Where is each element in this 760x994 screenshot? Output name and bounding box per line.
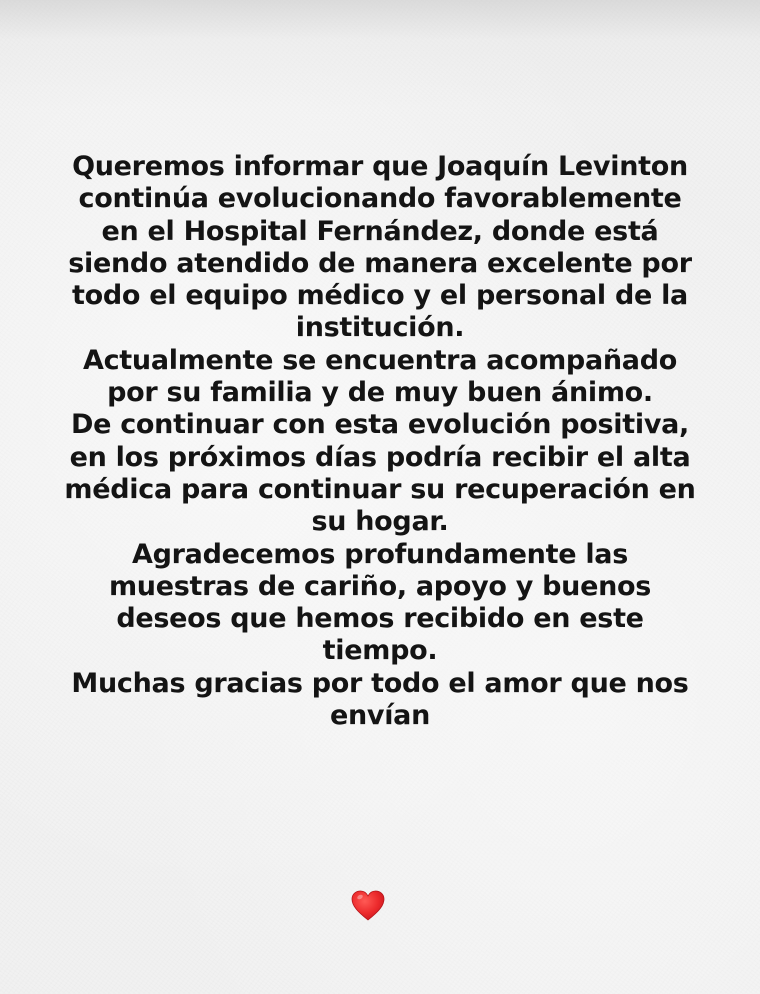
statement-line: Queremos informar que Joaquín Levinton [72,151,688,182]
statement-line: Actualmente se encuentra acompañado [83,344,677,376]
statement-line: De continuar con esta evolución positiva, [70,409,690,441]
red-heart-icon [350,888,386,924]
statement-line: su hogar. [311,506,449,538]
statement-line: Agradecemos profundamente las [132,538,628,570]
statement-line: muestras de cariño, apoyo y buenos [108,570,652,602]
statement-line: Muchas gracias por todo el amor que nos [71,667,689,699]
statement-line: médica para continuar su recuperación en [64,473,696,505]
statement-line: envían [329,700,431,732]
statement-text [30,151,730,732]
statement-line: institución. [295,312,465,344]
statement-line: en los próximos días podría recibir el alta [69,441,691,473]
statement-line: deseos que hemos recibido en este [116,603,644,635]
statement-line: tiempo. [322,635,438,667]
statement-line: todo el equipo médico y el personal de la [72,280,688,312]
statement-line: siendo atendido de manera excelente por [68,247,692,279]
statement-line: continúa evolucionando favorablemente [78,183,682,215]
statement-line: por su familia y de muy buen ánimo. [107,377,653,409]
statement-line: en el Hospital Fernández, donde está [101,215,659,247]
